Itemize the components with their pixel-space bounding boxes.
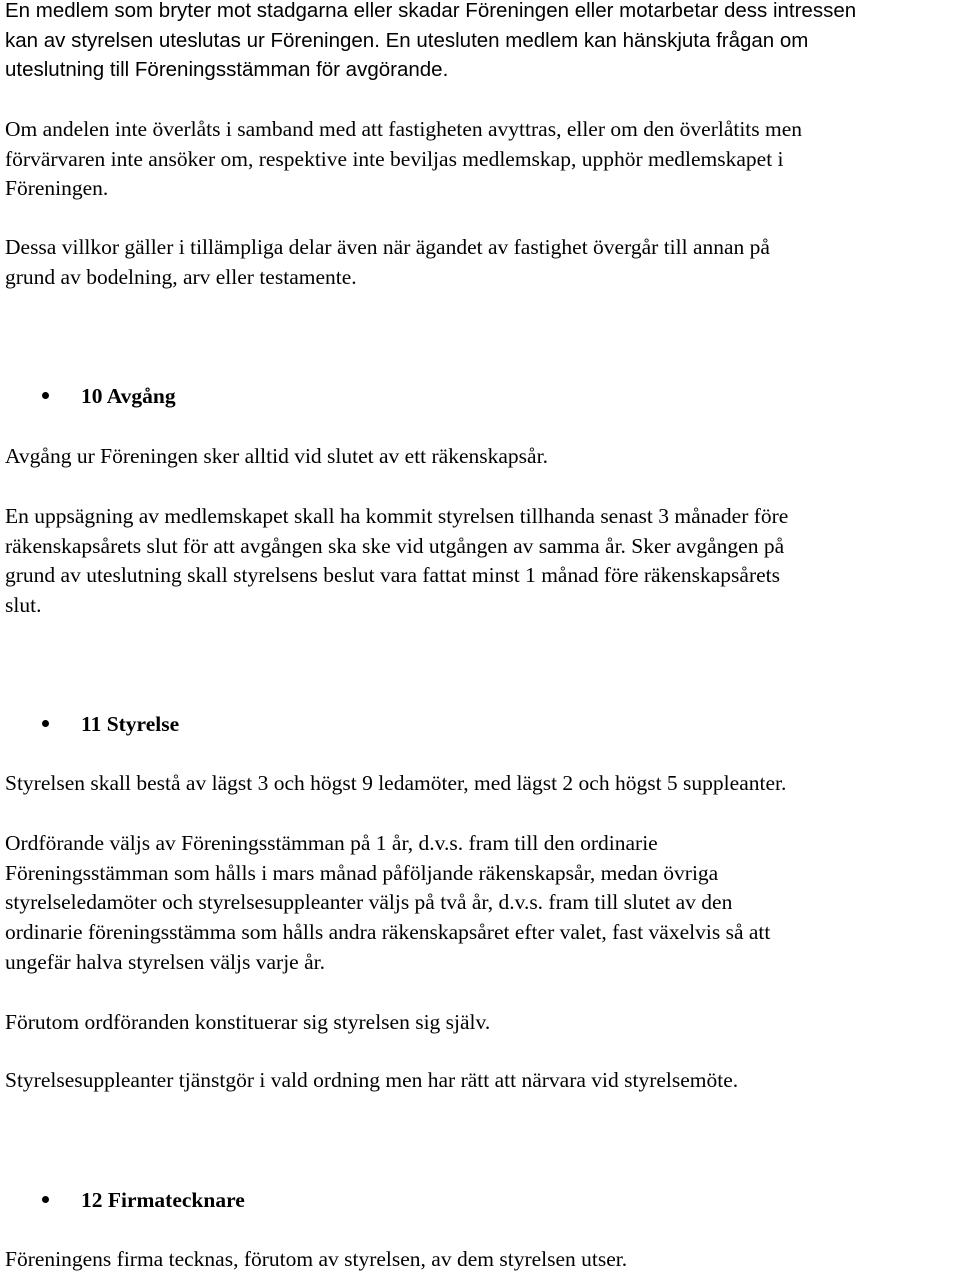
section-title-12: 12 Firmatecknare: [81, 1188, 245, 1212]
paragraph-signatory: Föreningens firma tecknas, förutom av styrelsen, av dem styrelsen utser.: [5, 1247, 628, 1271]
paragraph-share-transfer: Om andelen inte överlåts i samband med att fastigheten avyttras, eller om den överlåtits men förvärvaren inte ansöker om, respektive inte beviljas medlemskap, upphör medlemskapet i Föreningen.: [5, 117, 803, 201]
bullet-icon: [42, 392, 49, 399]
paragraph-board-size: Styrelsen skall bestå av lägst 3 och högst 9 ledamöter, med lägst 2 och högst 5 suppleanter.: [5, 771, 787, 795]
paragraph-exclusion: En medlem som bryter mot stadgarna eller skadar Föreningen eller motarbetar dess intressen kan av styrelsen uteslutas ur Föreningen. En utesluten medlem kan hänskjuta frågan om uteslutning till Föreningsstämman för avgörande.: [5, 0, 857, 82]
paragraph-board-constitution: Förutom ordföranden konstituerar sig styrelsen sig själv.: [5, 1010, 491, 1034]
paragraph-termination-notice: En uppsägning av medlemskapet skall ha kommit styrelsen tillhanda senast 3 månader före räkenskapsårets slut för att avgången ska ske vid utgången av samma år. Sker avgången på grund av uteslutning skall styrelsens beslut vara fattat minst 1 månad före räkenskapsårets slut.: [5, 504, 789, 618]
section-heading-11: [0, 710, 960, 740]
paragraph-conditions: Dessa villkor gäller i tillämpliga delar även när ägandet av fastighet övergår till annan på grund av bodelning, arv eller testamente.: [5, 235, 770, 289]
section-title-10: 10 Avgång: [81, 384, 176, 408]
paragraph-chair-election: Ordförande väljs av Föreningsstämman på 1 år, d.v.s. fram till den ordinarie Föreningsstämman som hålls i mars månad påföljande räkenskapsår, medan övriga styrelseledamöter och styrelsesuppleanter väljs på två år, d.v.s. fram till slutet av den ordinarie föreningsstämma som hålls andra räkenskapsåret efter valet, fast växelvis så att ungefär halva styrelsen väljs varje år.: [5, 831, 771, 974]
paragraph-deputies: Styrelsesuppleanter tjänstgör i vald ordning men har rätt att närvara vid styrelsemöte.: [5, 1068, 739, 1092]
section-heading-10: [0, 382, 960, 412]
section-heading-12: [0, 1186, 960, 1216]
section-title-11: 11 Styrelse: [81, 712, 180, 736]
paragraph-resignation-time: Avgång ur Föreningen sker alltid vid slutet av ett räkenskapsår.: [5, 444, 548, 468]
bullet-icon: [42, 720, 49, 727]
bullet-icon: [42, 1196, 49, 1203]
